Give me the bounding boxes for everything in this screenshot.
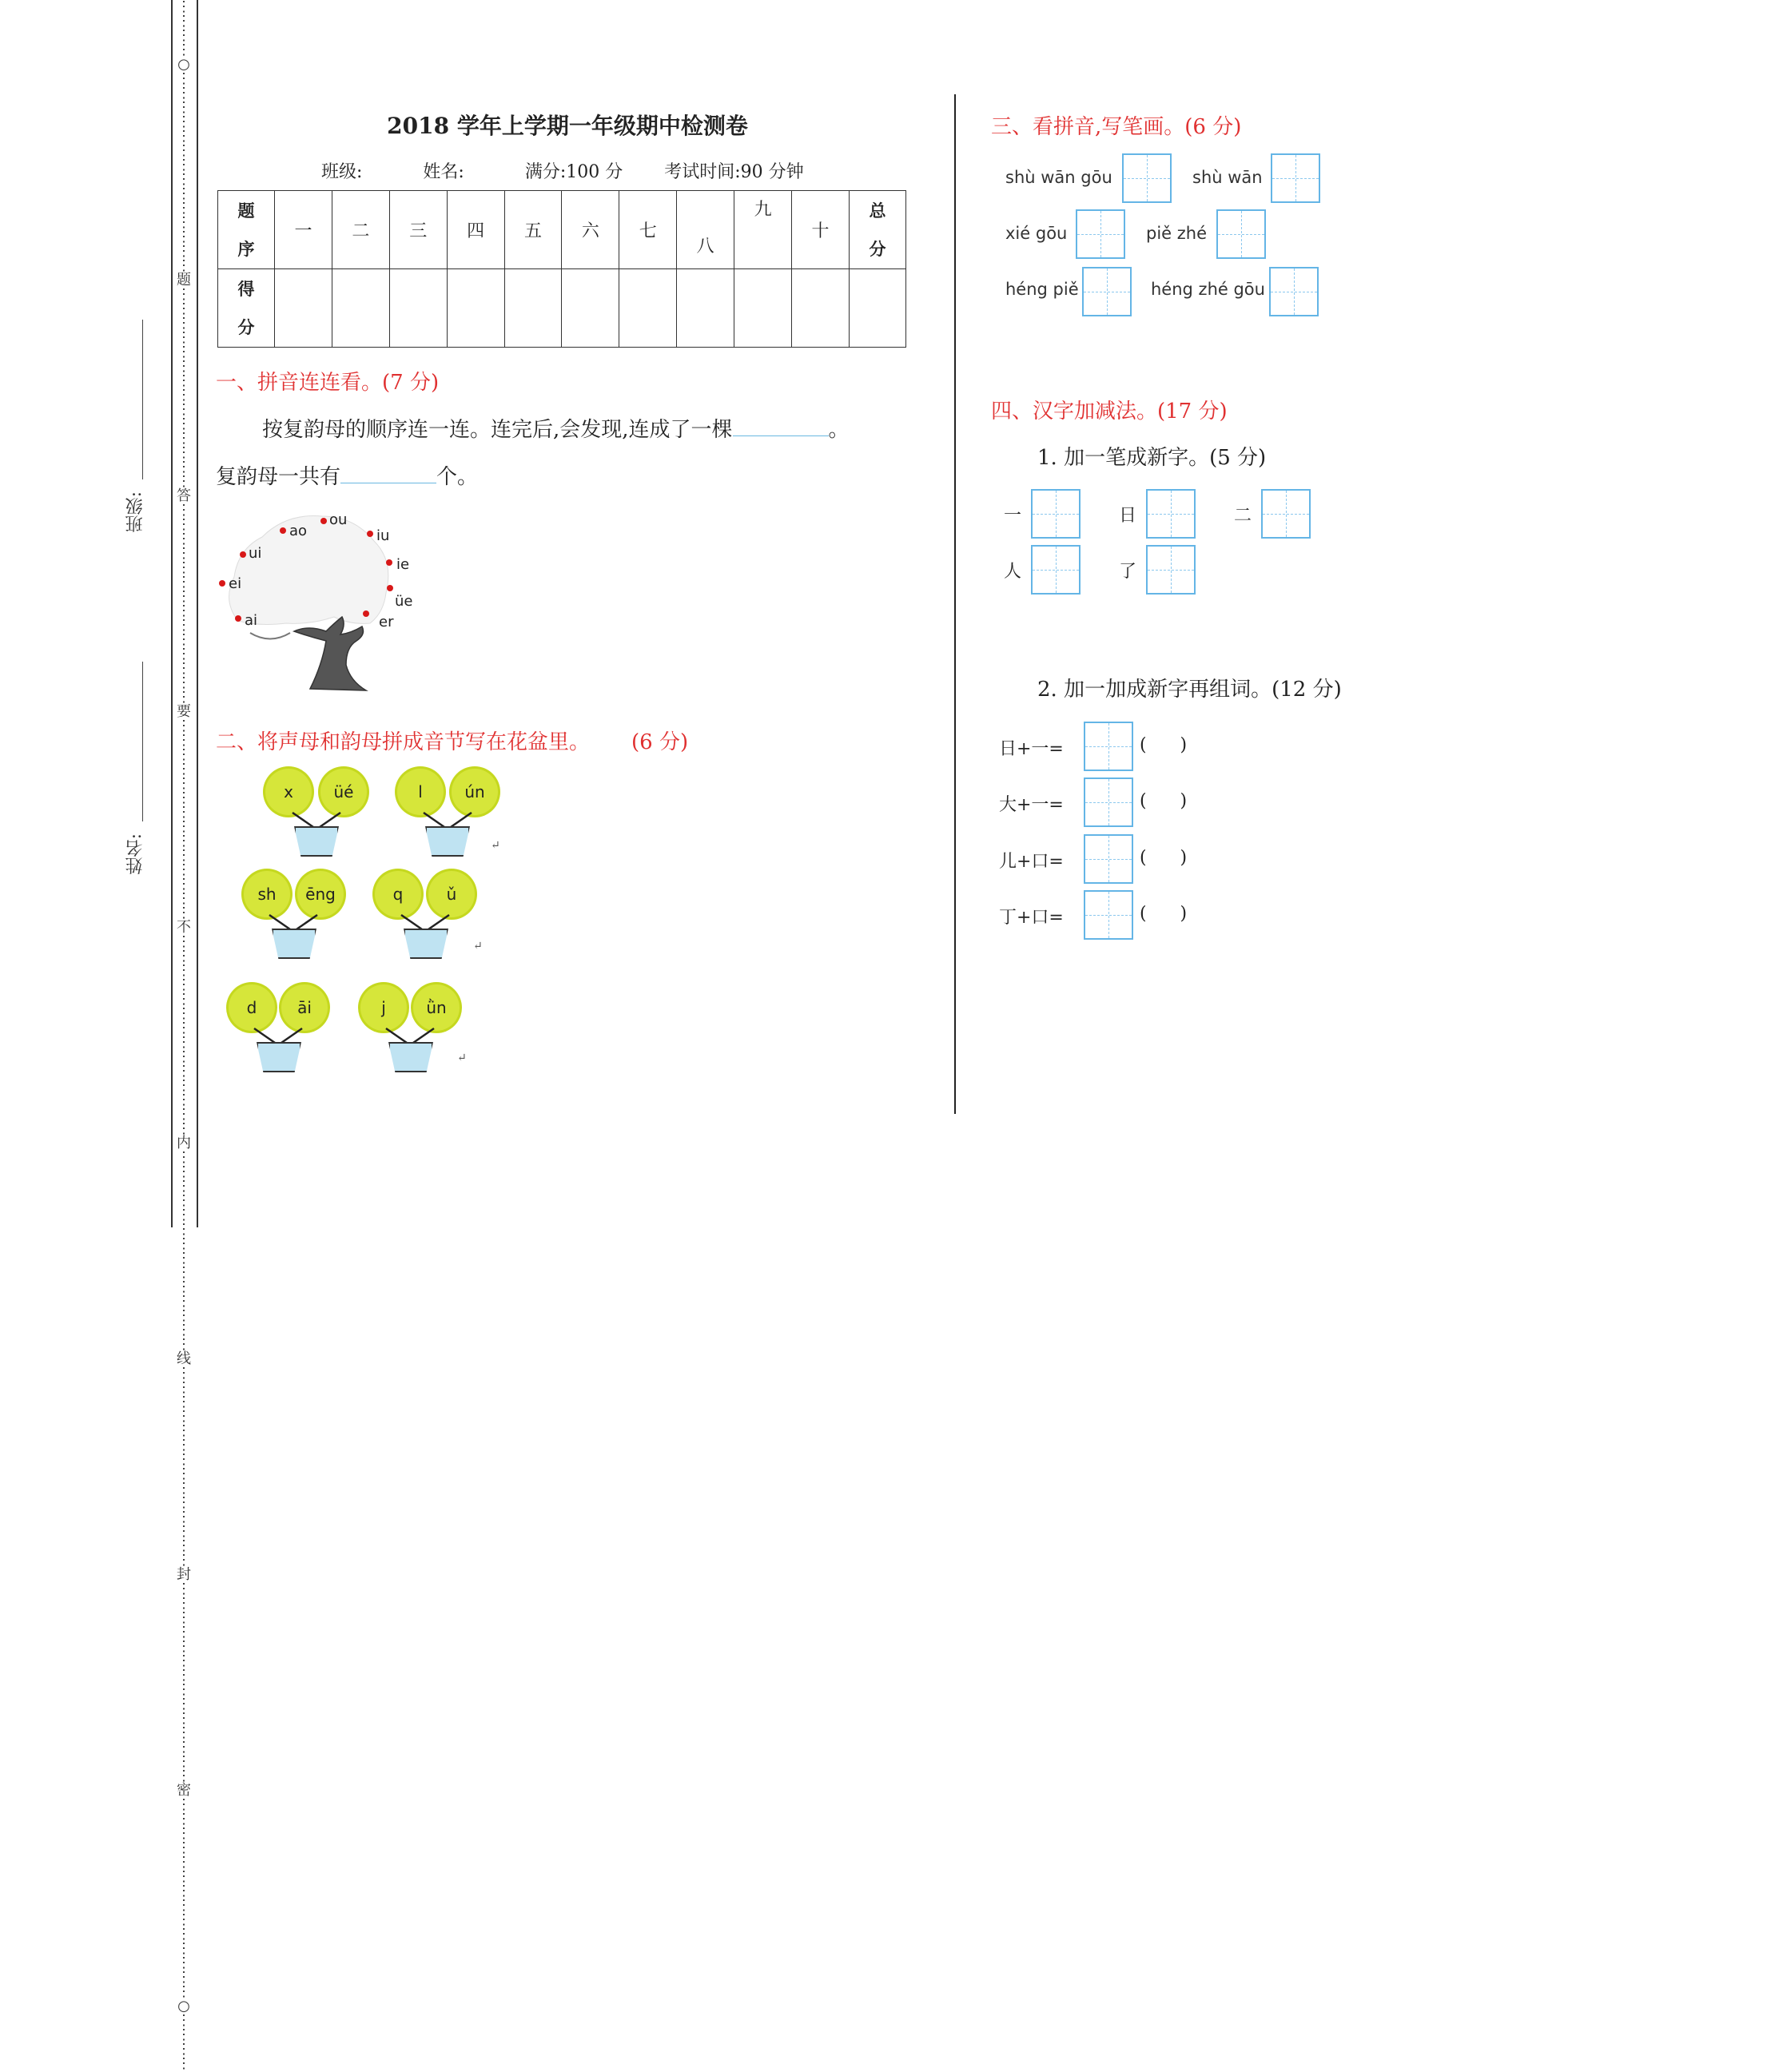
score-cell[interactable]: [619, 269, 677, 348]
tree-dot: [386, 559, 392, 566]
flower-pot[interactable]: [404, 929, 448, 959]
col-5: 五: [504, 191, 562, 269]
final-flower: üé: [320, 769, 367, 815]
seal-dots: ⋮: [177, 2055, 191, 2072]
writing-grid[interactable]: [1031, 489, 1081, 539]
seal-dots: ⋮: [177, 1207, 191, 1223]
seal-dots: ⋮: [177, 1451, 191, 1468]
seal-dots: ⋮: [177, 933, 191, 950]
tree-label: ou: [329, 511, 348, 528]
seal-dots: ⋮: [177, 286, 191, 303]
tree-dot: [363, 610, 369, 617]
flower-stems: [419, 811, 476, 829]
seal-dots: ⋮: [177, 70, 191, 87]
seal-dots: ⋮: [177, 718, 191, 734]
seal-dots: ⋮: [177, 531, 191, 547]
writing-grid[interactable]: [1146, 545, 1196, 595]
seal-dots: ⋮: [177, 1322, 191, 1338]
writing-grid[interactable]: [1271, 153, 1320, 203]
base-char: 一: [1004, 506, 1022, 526]
stroke-pinyin: xié gōu: [1005, 224, 1068, 243]
writing-grid[interactable]: [1146, 489, 1196, 539]
seal-dots: ⋮: [177, 890, 191, 907]
seal-dots: ⋮: [177, 991, 191, 1008]
flower-stems: [396, 913, 454, 931]
seal-dots: ⋮: [177, 1221, 191, 1238]
tree-canopy: [229, 516, 388, 625]
seal-dots: ⋮: [177, 1983, 191, 2000]
section1-line2: 复韵母一共有 个。: [216, 465, 479, 489]
seal-dots: ⋮: [177, 1739, 191, 1756]
seal-dots: ⋮: [177, 1336, 191, 1353]
seal-dots: ⋮: [177, 2012, 191, 2029]
tree-dot: [367, 531, 373, 537]
seal-dots: ⋮: [177, 128, 191, 145]
binding-name-blank: [142, 662, 143, 821]
seal-dots: ⋮: [177, 1523, 191, 1540]
writing-grid[interactable]: [1261, 489, 1311, 539]
seal-char: 内: [177, 1135, 191, 1151]
seal-dots: ⋮: [177, 1466, 191, 1482]
seal-dots: ⋮: [177, 257, 191, 274]
equation: 日+一=: [999, 739, 1064, 759]
seal-dots: ⋮: [177, 1652, 191, 1669]
col-2: 二: [332, 191, 389, 269]
seal-dots: ⋮: [177, 142, 191, 159]
seal-dots: ⋮: [177, 444, 191, 461]
word-paren[interactable]: ( ): [1140, 904, 1188, 924]
seal-dots: ⋮: [177, 1724, 191, 1741]
seal-dots: ⋮: [177, 1408, 191, 1425]
return-mark: ↵: [473, 940, 483, 952]
seal-dots: ⋮: [177, 200, 191, 217]
seal-dots: ⋮: [177, 113, 191, 130]
row-head-question: 题 序: [218, 191, 275, 269]
seal-dots: ⋮: [177, 1394, 191, 1410]
seal-dots: ⋮: [177, 1796, 191, 1813]
section1-title: 一、拼音连连看。(7 分): [216, 371, 440, 395]
seal-dots: ⋮: [177, 1552, 191, 1569]
initial-flower: sh: [244, 871, 290, 917]
flower-pot[interactable]: [257, 1042, 301, 1072]
seal-dots: ⋮: [177, 847, 191, 864]
seal-dots: ⋮: [177, 1480, 191, 1497]
total-head: 总 分: [850, 191, 906, 269]
binding-class-blank: [142, 320, 143, 479]
flower-stems: [265, 913, 322, 931]
seal-dots: ⋮: [177, 1379, 191, 1396]
seal-dots: ⋮: [177, 1753, 191, 1770]
seal-dots: ⋮: [177, 1710, 191, 1727]
seal-dots: ⋮: [177, 1581, 191, 1597]
score-table: [217, 190, 906, 348]
tree-dot: [387, 585, 393, 591]
seal-dots: ⋮: [177, 1638, 191, 1655]
seal-dots: ⋮: [177, 1667, 191, 1684]
seal-dots: ⋮: [177, 1279, 191, 1295]
initial-flower: l: [397, 769, 444, 815]
tree-label: iu: [376, 527, 390, 544]
tree-label: ao: [289, 523, 308, 539]
score-cell[interactable]: [332, 269, 389, 348]
seal-dots: ⋮: [177, 674, 191, 691]
seal-dots: ⋮: [177, 617, 191, 634]
seal-dots: ⋮: [177, 1825, 191, 1842]
seal-dots: ⋮: [177, 387, 191, 404]
seal-dots: ⋮: [177, 1005, 191, 1022]
seal-dots: ⋮: [177, 1106, 191, 1123]
seal-dots: ⋮: [177, 1077, 191, 1094]
seal-dots: ⋮: [177, 1192, 191, 1209]
writing-grid[interactable]: [1031, 545, 1081, 595]
seal-dots: ⋮: [177, 99, 191, 116]
seal-dots: ⋮: [177, 1293, 191, 1310]
seal-char: 答: [177, 487, 191, 504]
seal-dots: ⋮: [177, 0, 191, 15]
seal-dots: ⋮: [177, 818, 191, 835]
header-info-row: [321, 158, 804, 183]
binding-name-label: 姓名:: [125, 833, 145, 875]
seal-dots: ⋮: [177, 1020, 191, 1036]
seal-dots: ⋮: [177, 861, 191, 878]
return-mark: ↵: [491, 839, 500, 852]
initial-flower: j: [360, 984, 407, 1031]
flower-pot[interactable]: [294, 826, 339, 857]
tree-branch: [250, 633, 290, 639]
seal-dots: ⋮: [177, 1768, 191, 1784]
seal-char: 封: [177, 1566, 191, 1583]
seal-dots: ⋮: [177, 1149, 191, 1166]
stroke-pinyin: héng piě: [1005, 280, 1079, 299]
seal-dots: ⋮: [177, 1883, 191, 1899]
seal-dots: ⋮: [177, 1437, 191, 1454]
seal-char: 线: [177, 1350, 191, 1367]
seal-char: ○: [177, 56, 190, 73]
final-flower: āi: [281, 984, 328, 1031]
writing-grid[interactable]: [1076, 209, 1125, 259]
seal-dots: ⋮: [177, 416, 191, 432]
seal-char: 题: [177, 272, 191, 288]
col-8: 八: [677, 191, 734, 269]
base-char: 人: [1004, 562, 1022, 582]
tree-dot: [320, 518, 327, 524]
seal-dots: ⋮: [177, 85, 191, 101]
seal-dots: ⋮: [177, 1365, 191, 1382]
flower-stems: [381, 1027, 439, 1044]
col-6: 六: [562, 191, 619, 269]
row-head-score: 得 分: [218, 269, 275, 348]
tree-dot: [240, 551, 246, 558]
seal-dots: ⋮: [177, 1307, 191, 1324]
seal-column: [174, 0, 193, 2072]
name-label: 姓名:: [423, 162, 464, 182]
tree-label: er: [379, 614, 394, 630]
seal-char: 要: [177, 703, 191, 720]
tree-answer-blank[interactable]: [733, 435, 829, 436]
seal-dots: ⋮: [177, 315, 191, 332]
seal-dots: ⋮: [177, 229, 191, 245]
seal-dots: ⋮: [177, 1092, 191, 1108]
seal-dots: ⋮: [177, 344, 191, 360]
seal-dots: ⋮: [177, 761, 191, 777]
seal-dots: ⋮: [177, 976, 191, 993]
seal-dots: ⋮: [177, 1854, 191, 1871]
stroke-pinyin: shù wān: [1192, 168, 1263, 187]
score-cell[interactable]: [734, 269, 792, 348]
seal-dots: ⋮: [177, 1969, 191, 1986]
seal-dots: ⋮: [177, 372, 191, 389]
seal-dots: ⋮: [177, 2026, 191, 2043]
seal-dots: ⋮: [177, 1063, 191, 1080]
section3-title: 三、看拼音,写笔画。(6 分): [991, 115, 1242, 139]
tree-label: ui: [249, 545, 262, 562]
score-cell[interactable]: [562, 269, 619, 348]
word-paren[interactable]: ( ): [1140, 735, 1188, 755]
seal-dots: ⋮: [177, 516, 191, 533]
binding-line-left: [171, 0, 173, 1227]
seal-dots: ⋮: [177, 1911, 191, 1928]
seal-dots: ⋮: [177, 1897, 191, 1914]
flower-stems: [288, 811, 345, 829]
seal-dots: ⋮: [177, 430, 191, 447]
seal-dots: ⋮: [177, 660, 191, 677]
stroke-pinyin: shù wān gōu: [1005, 168, 1112, 187]
initial-flower: d: [229, 984, 275, 1031]
seal-dots: ⋮: [177, 603, 191, 619]
seal-dots: ⋮: [177, 732, 191, 749]
return-mark: ↵: [457, 1052, 467, 1064]
stroke-pinyin: héng zhé gōu: [1151, 280, 1265, 299]
seal-dots: ⋮: [177, 1178, 191, 1195]
column-divider: [954, 94, 956, 1114]
seal-dots: ⋮: [177, 646, 191, 662]
seal-dots: ⋮: [177, 833, 191, 849]
total-score-cell[interactable]: [850, 269, 906, 348]
seal-dots: ⋮: [177, 157, 191, 173]
seal-dots: ⋮: [177, 905, 191, 921]
seal-dots: ⋮: [177, 329, 191, 346]
seal-dots: ⋮: [177, 1681, 191, 1698]
writing-grid[interactable]: [1269, 267, 1319, 316]
seal-dots: ⋮: [177, 559, 191, 576]
writing-grid[interactable]: [1084, 890, 1133, 940]
score-cell[interactable]: [677, 269, 734, 348]
seal-dots: ⋮: [177, 185, 191, 202]
seal-dots: ⋮: [177, 300, 191, 317]
seal-dots: ⋮: [177, 358, 191, 375]
final-flower: ǜn: [413, 984, 460, 1031]
score-cell[interactable]: [504, 269, 562, 348]
seal-dots: ⋮: [177, 243, 191, 260]
seal-dots: ⋮: [177, 1537, 191, 1554]
tree-label: ie: [396, 556, 410, 573]
seal-dots: ⋮: [177, 775, 191, 792]
seal-dots: ⋮: [177, 1624, 191, 1640]
seal-dots: ⋮: [177, 1595, 191, 1612]
section2-title: 二、将声母和韵母拼成音节写在花盆里。 (6 分): [216, 730, 689, 754]
binding-class-label: 班级:: [125, 491, 145, 533]
seal-dots: ⋮: [177, 1422, 191, 1439]
tree-label: üe: [395, 593, 413, 610]
seal-dots: ⋮: [177, 27, 191, 44]
seal-dots: ⋮: [177, 876, 191, 893]
base-char: 了: [1119, 562, 1137, 582]
tree-label: ai: [245, 612, 258, 629]
col-10: 十: [792, 191, 850, 269]
section4-sub2: 2. 加一加成新字再组词。(12 分): [1037, 678, 1342, 702]
seal-dots: ⋮: [177, 1940, 191, 1957]
seal-dots: ⋮: [177, 1048, 191, 1065]
seal-dots: ⋮: [177, 401, 191, 418]
seal-dots: ⋮: [177, 42, 191, 58]
equation: 儿+口=: [999, 852, 1064, 872]
section4-title: 四、汉字加减法。(17 分): [991, 400, 1228, 424]
stroke-pinyin: piě zhé: [1146, 224, 1208, 243]
writing-grid[interactable]: [1082, 267, 1132, 316]
seal-dots: ⋮: [177, 574, 191, 591]
writing-grid[interactable]: [1122, 153, 1172, 203]
seal-dots: ⋮: [177, 502, 191, 519]
class-label: 班级:: [321, 162, 363, 182]
seal-dots: ⋮: [177, 1839, 191, 1856]
seal-dots: ⋮: [177, 689, 191, 706]
flower-pot[interactable]: [388, 1042, 433, 1072]
base-char: 二: [1234, 506, 1252, 526]
seal-dots: ⋮: [177, 948, 191, 964]
equation: 丁+口=: [999, 908, 1064, 928]
writing-grid[interactable]: [1084, 834, 1133, 884]
seal-dots: ⋮: [177, 473, 191, 490]
seal-char: 密: [177, 1782, 191, 1799]
base-char: 日: [1119, 506, 1137, 526]
seal-char: ○: [177, 1998, 190, 2014]
tree-dot: [219, 580, 225, 587]
writing-grid[interactable]: [1084, 777, 1133, 827]
binding-line-right: [197, 0, 198, 1227]
seal-dots: ⋮: [177, 1811, 191, 1827]
section1-line1: 按复韵母的顺序连一连。连完后,会发现,连成了一棵 。: [262, 418, 850, 442]
seal-dots: ⋮: [177, 804, 191, 821]
col-4: 四: [447, 191, 504, 269]
seal-dots: ⋮: [177, 1250, 191, 1267]
seal-dots: ⋮: [177, 13, 191, 30]
col-3: 三: [389, 191, 447, 269]
seal-char: 不: [177, 919, 191, 936]
seal-dots: ⋮: [177, 214, 191, 231]
tree-label: ei: [229, 575, 242, 592]
flower-stems: [249, 1027, 307, 1044]
final-flower: ún: [452, 769, 498, 815]
seal-dots: ⋮: [177, 789, 191, 806]
seal-dots: ⋮: [177, 1609, 191, 1626]
seal-dots: ⋮: [177, 459, 191, 475]
seal-dots: ⋮: [177, 171, 191, 188]
tree-illustration: [214, 505, 438, 697]
final-flower: ǔ: [428, 871, 475, 917]
seal-dots: ⋮: [177, 1235, 191, 1252]
seal-dots: ⋮: [177, 1509, 191, 1525]
tree-trunk: [294, 617, 366, 690]
col-7: 七: [619, 191, 677, 269]
col-9: 九: [734, 191, 792, 269]
seal-dots: ⋮: [177, 631, 191, 648]
seal-dots: ⋮: [177, 1494, 191, 1511]
word-paren[interactable]: ( ): [1140, 848, 1188, 868]
seal-dots: ⋮: [177, 1120, 191, 1137]
initial-flower: x: [265, 769, 312, 815]
writing-grid[interactable]: [1084, 722, 1133, 771]
score-cell[interactable]: [389, 269, 447, 348]
seal-dots: ⋮: [177, 1868, 191, 1885]
seal-dots: ⋮: [177, 588, 191, 605]
seal-dots: ⋮: [177, 1926, 191, 1943]
section2-score: (6 分): [631, 730, 689, 754]
final-flower: ēng: [297, 871, 344, 917]
flower-pot[interactable]: [425, 826, 470, 857]
seal-dots: ⋮: [177, 1034, 191, 1051]
equation: 大+一=: [999, 795, 1064, 815]
seal-dots: ⋮: [177, 962, 191, 979]
score-cell[interactable]: [275, 269, 332, 348]
score-cell[interactable]: [792, 269, 850, 348]
exam-title: 2018 学年上学期一年级期中检测卷: [387, 113, 748, 139]
col-1: 一: [275, 191, 332, 269]
flower-pot[interactable]: [272, 929, 316, 959]
seal-dots: ⋮: [177, 545, 191, 562]
tree-dot: [280, 527, 286, 534]
initial-flower: q: [375, 871, 421, 917]
writing-grid[interactable]: [1216, 209, 1266, 259]
section4-sub1: 1. 加一笔成新字。(5 分): [1037, 446, 1267, 470]
seal-dots: ⋮: [177, 746, 191, 763]
score-cell[interactable]: [447, 269, 504, 348]
full-score: 满分:100 分: [524, 162, 623, 182]
seal-dots: ⋮: [177, 1696, 191, 1712]
seal-dots: ⋮: [177, 2041, 191, 2058]
exam-time: 考试时间:90 分钟: [664, 162, 804, 182]
seal-dots: ⋮: [177, 1163, 191, 1180]
tree-dot: [235, 615, 241, 622]
word-paren[interactable]: ( ): [1140, 791, 1188, 811]
seal-dots: ⋮: [177, 1955, 191, 1971]
seal-dots: ⋮: [177, 1264, 191, 1281]
